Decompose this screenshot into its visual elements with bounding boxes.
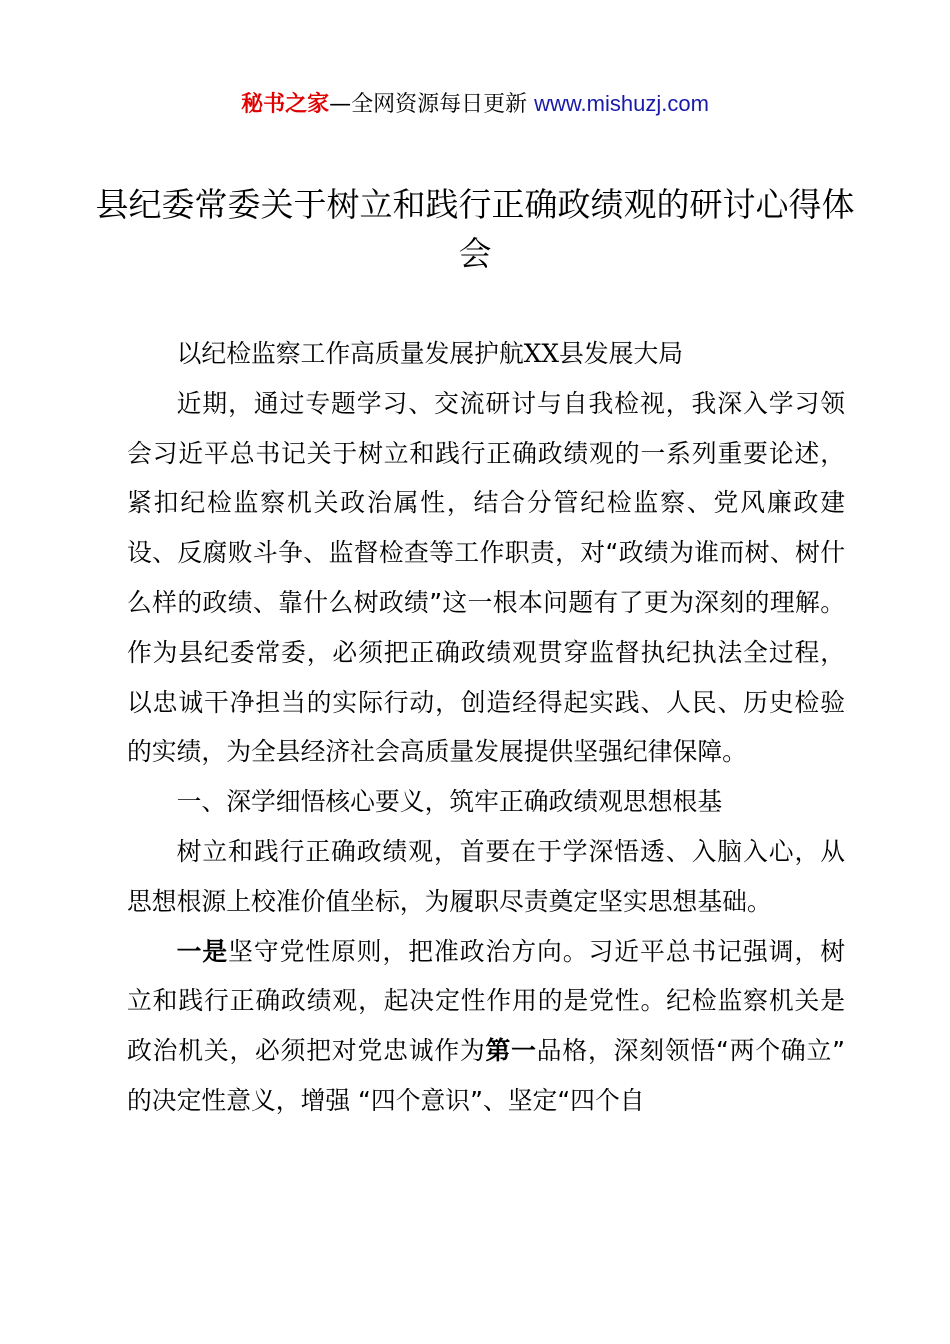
site-url-link[interactable]: www.mishuzj.com [534,91,709,116]
header-dash: — [329,92,352,117]
point-1-paragraph [127,927,845,1126]
site-header [0,88,950,121]
document-body [127,329,845,1126]
point-1-bold-word: 第一 [485,1036,537,1066]
section-heading-1: 一、深学细悟核心要义，筑牢正确政绩观思想根基 [176,787,723,817]
section-1-intro-paragraph: 树立和践行正确政绩观，首要在于学深悟透、入脑入心，从思想根源上校准价值坐标，为履职尽责奠定坚实思想基础。 [127,836,845,916]
intro-paragraph: 近期，通过专题学习、交流研讨与自我检视，我深入学习领会习近平总书记关于树立和践行正确政绩观的一系列重要论述，紧扣纪检监察机关政治属性，结合分管纪检监察、党风廉政建设、反腐败斗争、监督检查等工作职责，对“政绩为谁而树、树什么样的政绩、靠什么树政绩”这一根本问题有了更为深刻的理解。作为县纪委常委，必须把正确政绩观贯穿监督执纪执法全过程，以忠诚干净担当的实际行动，创造经得起实践、人民、历史检验的实绩，为全县经济社会高质量发展提供坚强纪律保障。 [127,388,845,767]
document-subtitle: 以纪检监察工作高质量发展护航XX县发展大局 [176,339,684,368]
brand-name: 秘书之家 [241,92,330,117]
header-tagline: 全网资源每日更新 [351,92,528,117]
point-1-text-b: 品格，深刻领悟“两个确立” 的决定性意义，增强 “四个意识”、坚定“四个自 [127,1036,845,1115]
point-1-text-a: 坚守党性原则，把准政治方向。习近平总书记强调，树立和践行正确政绩观，起决定性作用的是党性。纪检监察机关是政治机关，必须把对党忠诚作为 [127,936,845,1066]
document-title: 县纪委常委关于树立和践行正确政绩观的研讨心得体会 [95,185,855,273]
point-1-lead: 一是 [176,936,229,966]
